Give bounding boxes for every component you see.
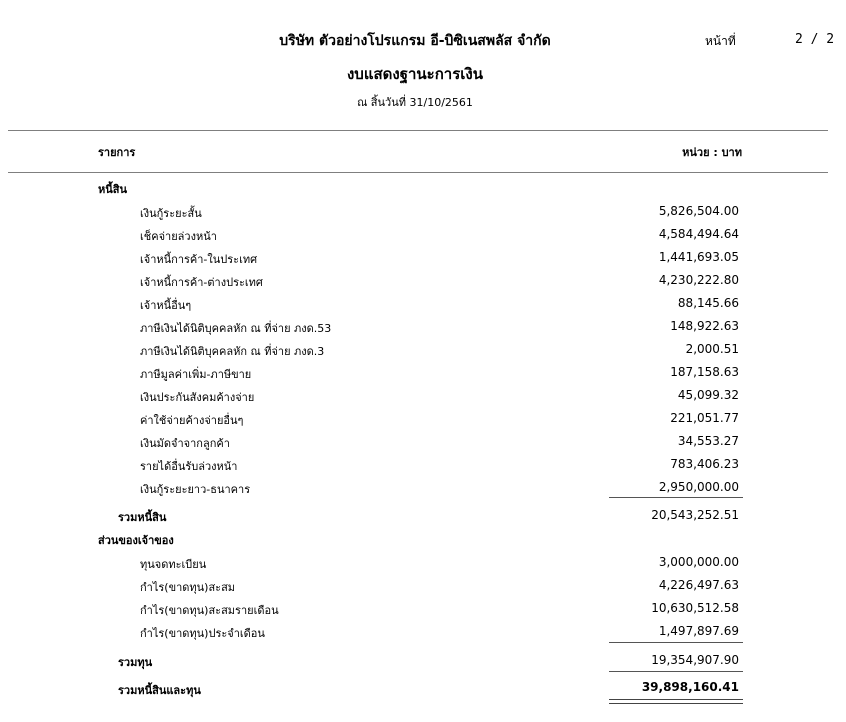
line-item-label: เงินกู้ระยะยาว-ธนาคาร <box>140 483 251 496</box>
subtotal-rule <box>609 642 743 643</box>
line-item-amount: 3,000,000.00 <box>658 555 739 569</box>
line-item-label: กำไร(ขาดทุน)สะสมรายเดือน <box>140 604 279 617</box>
report-date: ณ สิ้นวันที่ 31/10/2561 <box>357 96 473 109</box>
line-item-label: เงินมัดจำจากลูกค้า <box>140 437 230 450</box>
line-item-amount: 187,158.63 <box>670 365 739 379</box>
line-item-amount: 2,950,000.00 <box>658 480 739 494</box>
line-item-label: เงินกู้ระยะสั้น <box>140 207 202 220</box>
line-item-amount: 783,406.23 <box>670 457 739 471</box>
column-header-unit: หน่วย : บาท <box>682 146 742 159</box>
header-top-rule <box>8 130 828 131</box>
line-item-label: เช็คจ่ายล่วงหน้า <box>140 230 217 243</box>
line-item-amount: 1,441,693.05 <box>658 250 739 264</box>
line-item-label: ค่าใช้จ่ายค้างจ่ายอื่นๆ <box>140 414 244 427</box>
line-item-amount: 88,145.66 <box>677 296 739 310</box>
line-item-amount: 45,099.32 <box>677 388 739 402</box>
section-heading-equity: ส่วนของเจ้าของ <box>98 534 174 547</box>
line-item-amount: 34,553.27 <box>677 434 739 448</box>
line-item-amount: 148,922.63 <box>670 319 739 333</box>
section-heading-liabilities: หนี้สิน <box>98 183 128 196</box>
grand-total-label: รวมหนี้สินและทุน <box>118 684 201 697</box>
grand-total-double-rule <box>609 699 743 704</box>
line-item-label: เงินประกันสังคมค้างจ่าย <box>140 391 255 404</box>
total-equity-amount: 19,354,907.90 <box>651 653 739 667</box>
line-item-amount: 1,497,897.69 <box>658 624 739 638</box>
company-name: บริษัท ตัวอย่างโปรแกรม อี-บิซิเนสพลัส จำกัด <box>279 33 551 49</box>
total-liabilities-label: รวมหนี้สิน <box>118 511 167 524</box>
total-equity-label: รวมทุน <box>118 656 153 669</box>
line-item-label: เจ้าหนี้อื่นๆ <box>140 299 192 312</box>
page-label: หน้าที่ <box>705 34 736 48</box>
report-title: งบแสดงฐานะการเงิน <box>346 65 483 83</box>
line-item-amount: 4,226,497.63 <box>658 578 739 592</box>
page-number: 2 / 2 <box>795 32 835 47</box>
column-header-item: รายการ <box>98 146 136 159</box>
line-item-amount: 2,000.51 <box>685 342 739 356</box>
line-item-label: กำไร(ขาดทุน)ประจำเดือน <box>140 627 265 640</box>
line-item-amount: 10,630,512.58 <box>651 601 739 615</box>
subtotal-rule <box>609 671 743 672</box>
line-item-label: เจ้าหนี้การค้า-ต่างประเทศ <box>140 276 263 289</box>
line-item-label: เจ้าหนี้การค้า-ในประเทศ <box>140 253 258 266</box>
line-item-label: ภาษีเงินได้นิติบุคคลหัก ณ ที่จ่าย ภงด.53 <box>140 322 332 335</box>
line-item-amount: 5,826,504.00 <box>658 204 739 218</box>
line-item-label: ภาษีเงินได้นิติบุคคลหัก ณ ที่จ่าย ภงด.3 <box>140 345 325 358</box>
line-item-amount: 4,230,222.80 <box>658 273 739 287</box>
header-bottom-rule <box>8 172 828 173</box>
grand-total-amount: 39,898,160.41 <box>641 680 739 694</box>
subtotal-rule <box>609 497 743 498</box>
line-item-label: ภาษีมูลค่าเพิ่ม-ภาษีขาย <box>140 368 252 381</box>
line-item-amount: 221,051.77 <box>670 411 739 425</box>
line-item-label: ทุนจดทะเบียน <box>140 558 207 571</box>
line-item-label: กำไร(ขาดทุน)สะสม <box>140 581 236 594</box>
total-liabilities-amount: 20,543,252.51 <box>651 508 739 522</box>
line-item-label: รายได้อื่นรับล่วงหน้า <box>140 460 238 473</box>
line-item-amount: 4,584,494.64 <box>658 227 739 241</box>
